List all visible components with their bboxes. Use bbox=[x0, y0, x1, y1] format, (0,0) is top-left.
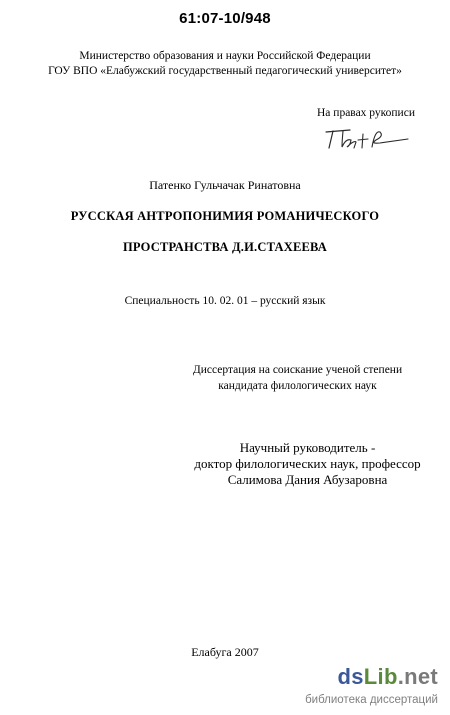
handwritten-signature bbox=[320, 122, 412, 156]
city-year: Елабуга 2007 bbox=[191, 645, 259, 659]
dissertation-title-line-1: РУССКАЯ АНТРОПОНИМИЯ РОМАНИЧЕСКОГО bbox=[70, 209, 380, 223]
watermark-lib: Lib bbox=[363, 664, 398, 689]
degree-line-1: Диссертация на соискание ученой степени bbox=[192, 364, 403, 376]
catalog-code: 61:07-10/948 bbox=[179, 10, 271, 27]
specialty: Специальность 10. 02. 01 – русский язык bbox=[124, 295, 326, 307]
degree-line-2: кандидата филологических наук bbox=[218, 380, 377, 392]
dissertation-title-line-2: ПРОСТРАНСТВА Д.И.СТАХЕЕВА bbox=[123, 240, 327, 254]
manuscript-rights-label: На правах рукописи bbox=[317, 107, 415, 119]
watermark-subtitle: библиотека диссертаций bbox=[305, 694, 438, 706]
watermark-logo bbox=[0, 664, 450, 690]
supervisor-name: Салимова Дания Абузаровна bbox=[227, 472, 388, 487]
university-line: ГОУ ВПО «Елабужский государственный педагогический университет» bbox=[48, 65, 402, 77]
watermark-net: .net bbox=[397, 664, 438, 689]
ministry-line-1: Министерство образования и науки Российской Федерации bbox=[79, 50, 371, 62]
supervisor-degree: доктор филологических наук, профессор bbox=[194, 456, 421, 471]
author-name: Патенко Гульчачак Ринатовна bbox=[149, 178, 301, 192]
supervisor-label: Научный руководитель - bbox=[239, 440, 376, 455]
watermark-ds: ds bbox=[337, 664, 364, 689]
